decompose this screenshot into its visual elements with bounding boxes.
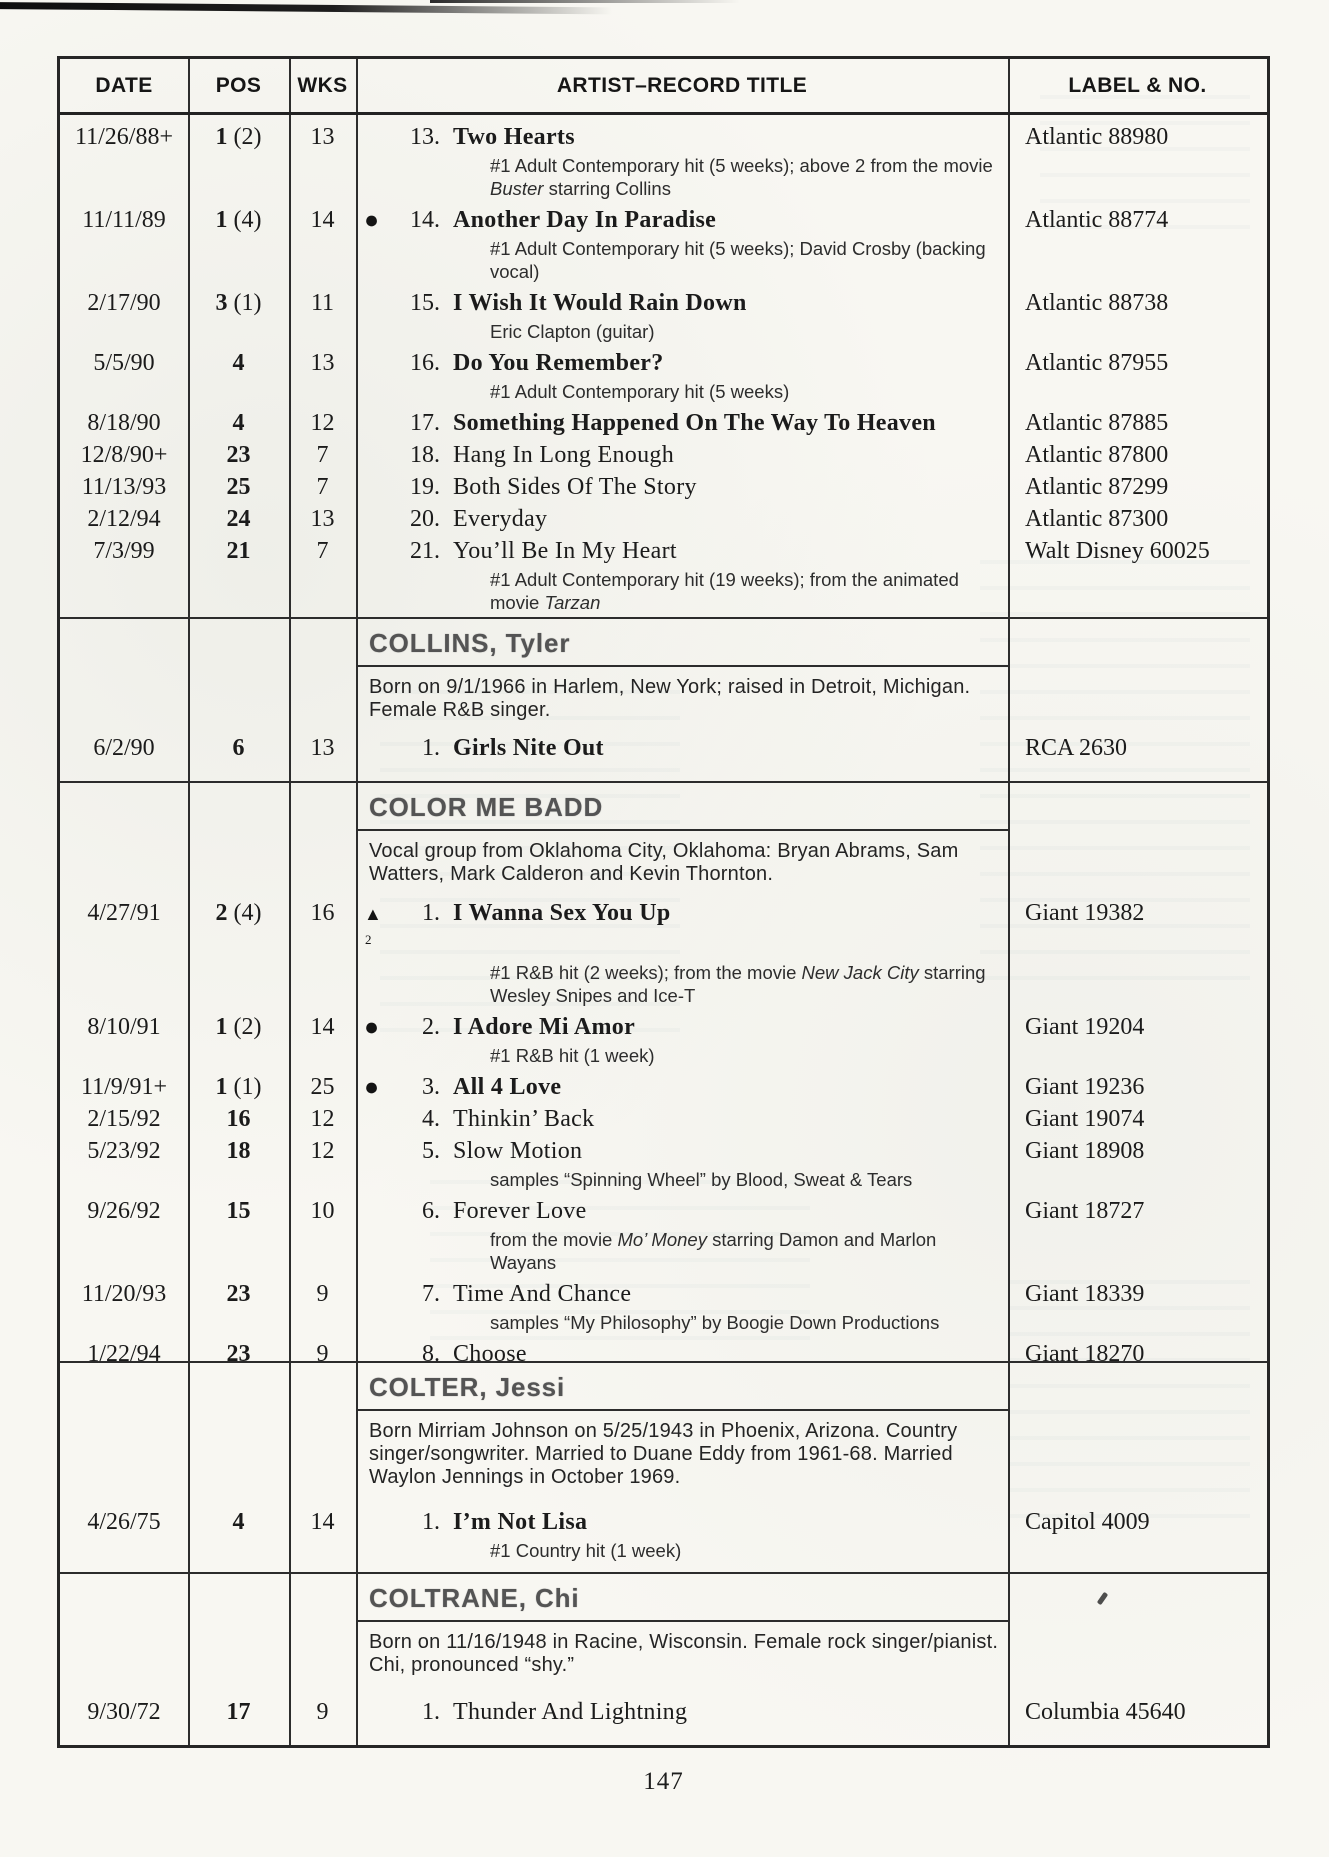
artist-section bbox=[60, 619, 1267, 783]
scan-edge-artifact bbox=[0, 2, 612, 14]
chart-entry-row bbox=[60, 1698, 1267, 1727]
chart-entry-row bbox=[60, 123, 1267, 203]
artist-heading-band bbox=[356, 1574, 1008, 1622]
entry-date: 8/10/91 bbox=[87, 1014, 161, 1040]
entry-peak-position bbox=[188, 441, 289, 470]
text: #1 Adult Contemporary hit (5 weeks); David Crosby (backing vocal) bbox=[490, 238, 986, 282]
platinum-triangle-icon: ▲ bbox=[364, 904, 382, 924]
entry-date: 11/9/91+ bbox=[81, 1074, 167, 1100]
entry-title-line bbox=[356, 1073, 1008, 1102]
entry-title-cell bbox=[356, 1340, 1008, 1363]
entry-title-cell bbox=[356, 1698, 1008, 1727]
chart-entry-row bbox=[60, 1340, 1267, 1363]
entry-number: 1. bbox=[422, 1509, 440, 1535]
peak-position-number: 1 bbox=[215, 124, 228, 150]
record-title: I Wish It Would Rain Down bbox=[453, 290, 747, 316]
peak-position-number: 4 bbox=[232, 350, 245, 376]
entry-title-cell bbox=[356, 1105, 1008, 1134]
entry-title-cell bbox=[356, 1137, 1008, 1194]
entry-weeks-charted: 13 bbox=[310, 350, 335, 376]
entry-peak-position bbox=[188, 505, 289, 534]
entry-label-number: Giant 18908 bbox=[1025, 1138, 1145, 1164]
record-title: I Adore Mi Amor bbox=[453, 1014, 636, 1040]
entry-number: 8. bbox=[422, 1341, 440, 1363]
entry-weeks-charted: 13 bbox=[310, 124, 335, 150]
peak-position-number: 24 bbox=[226, 506, 251, 532]
entry-note bbox=[490, 1168, 995, 1191]
entry-title-cell bbox=[356, 1073, 1008, 1102]
record-title: I Wanna Sex You Up bbox=[453, 900, 671, 926]
entry-label-number: Giant 19074 bbox=[1025, 1106, 1145, 1132]
entry-title-cell bbox=[356, 409, 1008, 438]
text: starring Collins bbox=[543, 178, 671, 199]
text: starring Damon and Marlon Wayans bbox=[490, 1229, 937, 1273]
peak-position-number: 15 bbox=[226, 1198, 251, 1224]
chart-entry-row bbox=[60, 289, 1267, 346]
entry-title-cell bbox=[356, 1280, 1008, 1337]
record-title: Hang In Long Enough bbox=[453, 442, 674, 468]
entry-note bbox=[490, 1311, 995, 1334]
text: samples “My Philosophy” by Boogie Down Productions bbox=[490, 1312, 940, 1333]
entry-date: 11/11/89 bbox=[82, 207, 166, 233]
entry-title-line bbox=[356, 349, 1008, 378]
entry-title-line bbox=[356, 1105, 1008, 1134]
entry-title-line bbox=[356, 1013, 1008, 1042]
entry-weeks-charted: 12 bbox=[310, 410, 335, 436]
text: #1 Adult Contemporary hit (19 weeks); from the animated movie bbox=[490, 569, 959, 613]
entry-peak-position bbox=[188, 409, 289, 438]
entry-weeks-charted: 14 bbox=[310, 207, 335, 233]
peak-position-number: 1 bbox=[215, 207, 228, 233]
entry-number: 17. bbox=[410, 410, 440, 436]
chart-table bbox=[57, 56, 1270, 1748]
text: #1 Country hit (1 week) bbox=[490, 1540, 682, 1561]
page-number: 147 bbox=[643, 1768, 684, 1795]
entry-date: 11/13/93 bbox=[81, 474, 167, 500]
text: starring Wesley Snipes and Ice-T bbox=[490, 962, 986, 1006]
entry-weeks-charted: 13 bbox=[310, 735, 335, 761]
entry-date: 11/26/88+ bbox=[75, 124, 173, 150]
entry-label-number: Columbia 45640 bbox=[1025, 1699, 1186, 1725]
artist-heading-band bbox=[356, 619, 1008, 667]
peak-position-number: 25 bbox=[226, 474, 251, 500]
entry-title-cell bbox=[356, 1508, 1008, 1565]
table-body bbox=[60, 115, 1267, 1744]
entry-date: 6/2/90 bbox=[93, 735, 155, 761]
entry-title-cell bbox=[356, 505, 1008, 534]
entry-weeks-charted: 7 bbox=[316, 442, 329, 468]
gold-record-icon bbox=[356, 1074, 402, 1100]
artist-bio bbox=[369, 1420, 1005, 1489]
entry-label-number: Giant 18727 bbox=[1025, 1198, 1145, 1224]
record-title: Slow Motion bbox=[453, 1138, 583, 1164]
entry-peak-position bbox=[188, 1340, 289, 1363]
entry-title-cell bbox=[356, 349, 1008, 406]
entry-title-line bbox=[356, 123, 1008, 152]
record-title: Choose bbox=[453, 1341, 527, 1363]
entry-date: 8/18/90 bbox=[87, 410, 161, 436]
column-header-wks: WKS bbox=[297, 73, 348, 97]
chart-entry-row bbox=[60, 505, 1267, 534]
gold-record-icon: ● bbox=[364, 207, 380, 234]
peak-position-number: 16 bbox=[226, 1106, 251, 1132]
entry-label-number: Capitol 4009 bbox=[1025, 1509, 1150, 1535]
artist-bio bbox=[369, 1631, 1005, 1677]
column-header-date: DATE bbox=[95, 73, 153, 97]
record-title: Girls Nite Out bbox=[453, 735, 604, 761]
peak-position-number: 1 bbox=[215, 1014, 228, 1040]
gold-record-icon bbox=[356, 207, 402, 233]
entry-title-line bbox=[356, 734, 1008, 763]
entry-weeks-charted: 25 bbox=[310, 1074, 335, 1100]
entry-number: 6. bbox=[422, 1198, 440, 1224]
entry-weeks-charted: 13 bbox=[310, 506, 335, 532]
entry-label-number: Walt Disney 60025 bbox=[1025, 538, 1210, 564]
entry-label-number: Giant 19382 bbox=[1025, 900, 1145, 926]
entry-title-cell bbox=[356, 734, 1008, 763]
entry-title-cell bbox=[356, 289, 1008, 346]
text: Born on 9/1/1966 in Harlem, New York; raised in Detroit, Michigan. Female R&B singer. bbox=[369, 676, 971, 721]
peak-position-number: 23 bbox=[226, 1281, 251, 1307]
column-header-pos: POS bbox=[215, 73, 262, 97]
entry-number: 14. bbox=[410, 207, 440, 233]
record-title: All 4 Love bbox=[453, 1074, 562, 1100]
entry-weeks-charted: 10 bbox=[310, 1198, 335, 1224]
entry-note bbox=[490, 568, 995, 614]
column-header-artist: ARTIST–RECORD TITLE bbox=[556, 73, 808, 97]
peak-position-number: 2 bbox=[215, 900, 228, 926]
entry-number: 20. bbox=[410, 506, 440, 532]
peak-position-number: 3 bbox=[215, 290, 228, 316]
italic-text: Mo’ Money bbox=[617, 1229, 707, 1250]
record-title: Thinkin’ Back bbox=[453, 1106, 595, 1132]
entry-peak-position: 1 (2) bbox=[215, 1014, 262, 1040]
entry-weeks-charted: 7 bbox=[316, 538, 329, 564]
entry-label-number: RCA 2630 bbox=[1025, 735, 1128, 761]
record-title: Thunder And Lightning bbox=[453, 1699, 688, 1725]
chart-entry-row bbox=[60, 1105, 1267, 1134]
entry-number: 2. bbox=[422, 1014, 440, 1040]
peak-position-number: 23 bbox=[226, 1341, 251, 1363]
entry-peak-position bbox=[188, 537, 289, 566]
italic-text: Tarzan bbox=[544, 592, 601, 613]
artist-heading-band bbox=[356, 1363, 1008, 1411]
record-title: Do You Remember? bbox=[453, 350, 664, 376]
text: Born on 11/16/1948 in Racine, Wisconsin. Female rock singer/pianist. Chi, pronounced “shy.” bbox=[369, 1631, 999, 1676]
chart-entry-row bbox=[60, 1508, 1267, 1565]
entry-title-line bbox=[356, 537, 1008, 566]
text: Eric Clapton (guitar) bbox=[490, 321, 655, 342]
record-title: Everyday bbox=[453, 506, 548, 532]
chart-entry-row bbox=[60, 1197, 1267, 1277]
entry-number: 21. bbox=[410, 538, 440, 564]
artist-name: COLTER, Jessi bbox=[369, 1372, 566, 1402]
entry-title-line bbox=[356, 505, 1008, 534]
artist-heading-band bbox=[356, 783, 1008, 831]
entry-label-number: Giant 18339 bbox=[1025, 1281, 1145, 1307]
entry-number: 13. bbox=[410, 124, 440, 150]
entry-title-cell bbox=[356, 441, 1008, 470]
entry-note bbox=[490, 320, 995, 343]
entry-number: 3. bbox=[422, 1074, 440, 1100]
entry-title-cell bbox=[356, 899, 1008, 1010]
entry-label-number: Giant 19236 bbox=[1025, 1074, 1145, 1100]
entry-note bbox=[490, 1539, 995, 1562]
entry-title-cell bbox=[356, 1013, 1008, 1070]
entry-title-line bbox=[356, 1197, 1008, 1226]
entry-rows bbox=[60, 899, 1267, 1363]
entry-date: 7/3/99 bbox=[93, 538, 155, 564]
record-title: Two Hearts bbox=[453, 124, 575, 150]
peak-position-number: 4 bbox=[232, 1509, 245, 1535]
entry-label-number: Atlantic 88774 bbox=[1025, 207, 1169, 233]
chart-entry-row bbox=[60, 899, 1267, 1010]
entry-weeks-charted: 12 bbox=[310, 1106, 335, 1132]
entry-peak-position bbox=[188, 1280, 289, 1309]
entry-date: 9/26/92 bbox=[87, 1198, 161, 1224]
entry-weeks-charted: 12 bbox=[310, 1138, 335, 1164]
entry-peak-position: 1 (4) bbox=[215, 207, 262, 233]
entry-note bbox=[490, 961, 995, 1007]
entry-title-line bbox=[356, 206, 1008, 235]
peak-position-number: 1 bbox=[215, 1074, 228, 1100]
peak-position-number: 4 bbox=[232, 410, 245, 436]
peak-position-number: 17 bbox=[226, 1699, 251, 1725]
chart-entry-row bbox=[60, 1013, 1267, 1070]
entry-date: 2/12/94 bbox=[87, 506, 161, 532]
entry-weeks-charted: 7 bbox=[316, 474, 329, 500]
entry-label-number: Atlantic 87299 bbox=[1025, 474, 1169, 500]
entry-date: 5/5/90 bbox=[93, 350, 155, 376]
entry-peak-position: 1 (1) bbox=[215, 1074, 262, 1100]
entry-title-line bbox=[356, 1508, 1008, 1537]
entry-note bbox=[490, 237, 995, 283]
column-header-label: LABEL & NO. bbox=[1068, 73, 1207, 97]
artist-name: COLTRANE, Chi bbox=[369, 1583, 580, 1613]
record-title: Both Sides Of The Story bbox=[453, 474, 697, 500]
artist-section bbox=[60, 783, 1267, 1363]
entry-note bbox=[490, 380, 995, 403]
artist-name: COLLINS, Tyler bbox=[369, 628, 571, 658]
entry-rows bbox=[60, 734, 1267, 763]
peak-position-number: 18 bbox=[226, 1138, 251, 1164]
entry-rows bbox=[60, 1508, 1267, 1565]
entry-peak-position bbox=[188, 1105, 289, 1134]
entry-peak-position bbox=[188, 1698, 289, 1727]
record-title: Forever Love bbox=[453, 1198, 587, 1224]
text: #1 R&B hit (2 weeks); from the movie bbox=[490, 962, 802, 983]
entry-number: 4. bbox=[422, 1106, 440, 1132]
chart-entry-row bbox=[60, 349, 1267, 406]
entry-number: 19. bbox=[410, 474, 440, 500]
entry-peak-position bbox=[188, 473, 289, 502]
text: #1 Adult Contemporary hit (5 weeks) bbox=[490, 381, 790, 402]
artist-bio bbox=[369, 840, 1005, 886]
italic-text: New Jack City bbox=[801, 962, 919, 983]
entry-number: 1. bbox=[422, 735, 440, 761]
artist-section bbox=[60, 1574, 1267, 1744]
entry-number: 7. bbox=[422, 1281, 440, 1307]
entry-weeks-charted: 9 bbox=[316, 1281, 329, 1307]
chart-entry-row bbox=[60, 734, 1267, 763]
entry-title-line bbox=[356, 289, 1008, 318]
chart-entry-row bbox=[60, 537, 1267, 617]
entry-date: 2/17/90 bbox=[87, 290, 161, 316]
entry-peak-position: 2 (4) bbox=[215, 900, 262, 926]
entry-weeks-charted: 11 bbox=[310, 290, 335, 316]
chart-entry-row bbox=[60, 1137, 1267, 1194]
entry-label-number: Atlantic 87300 bbox=[1025, 506, 1169, 532]
record-title: You’ll Be In My Heart bbox=[453, 538, 677, 564]
artist-name: COLOR ME BADD bbox=[369, 792, 604, 822]
chart-entry-row bbox=[60, 441, 1267, 470]
record-title: Something Happened On The Way To Heaven bbox=[453, 410, 936, 436]
double-platinum-icon bbox=[356, 901, 402, 959]
entry-rows bbox=[60, 123, 1267, 617]
gold-record-icon: ● bbox=[364, 1074, 380, 1101]
entry-number: 1. bbox=[422, 1699, 440, 1725]
entry-title-line bbox=[356, 441, 1008, 470]
entry-title-line bbox=[356, 1340, 1008, 1363]
entry-peak-position bbox=[188, 349, 289, 378]
entry-note bbox=[490, 1044, 995, 1067]
platinum-multiplier: 2 bbox=[365, 932, 372, 947]
chart-entry-row bbox=[60, 1073, 1267, 1102]
entry-number: 18. bbox=[410, 442, 440, 468]
entry-weeks-charted: 9 bbox=[316, 1341, 329, 1363]
chart-entry-row bbox=[60, 409, 1267, 438]
entry-peak-position bbox=[188, 1137, 289, 1166]
entry-label-number: Atlantic 88738 bbox=[1025, 290, 1169, 316]
entry-label-number: Atlantic 87955 bbox=[1025, 350, 1169, 376]
entry-title-cell bbox=[356, 206, 1008, 286]
text: #1 Adult Contemporary hit (5 weeks); above 2 from the movie bbox=[490, 155, 993, 176]
peak-position-number: 6 bbox=[232, 735, 245, 761]
entry-number: 16. bbox=[410, 350, 440, 376]
artist-bio bbox=[369, 676, 1005, 722]
artist-section bbox=[60, 115, 1267, 619]
italic-text: Buster bbox=[490, 178, 544, 199]
entry-title-line bbox=[356, 1280, 1008, 1309]
entry-peak-position bbox=[188, 1197, 289, 1226]
entry-peak-position: 1 (2) bbox=[215, 124, 262, 150]
entry-peak-position: 3 (1) bbox=[215, 290, 262, 316]
entry-weeks-charted: 14 bbox=[310, 1014, 335, 1040]
entry-number: 15. bbox=[410, 290, 440, 316]
entry-note bbox=[490, 154, 995, 200]
entry-label-number: Giant 19204 bbox=[1025, 1014, 1145, 1040]
entry-title-line bbox=[356, 1137, 1008, 1166]
entry-note bbox=[490, 1228, 995, 1274]
entry-title-line bbox=[356, 899, 1008, 959]
text: #1 R&B hit (1 week) bbox=[490, 1045, 655, 1066]
entry-title-cell bbox=[356, 473, 1008, 502]
entry-peak-position bbox=[188, 734, 289, 763]
entry-title-line bbox=[356, 1698, 1008, 1727]
entry-date: 1/22/94 bbox=[87, 1341, 161, 1363]
peak-position-number: 21 bbox=[226, 538, 251, 564]
entry-rows bbox=[60, 1698, 1267, 1727]
entry-weeks-charted: 16 bbox=[310, 900, 335, 926]
entry-date: 2/15/92 bbox=[87, 1106, 161, 1132]
entry-title-cell bbox=[356, 123, 1008, 203]
entry-title-cell bbox=[356, 1197, 1008, 1277]
record-title: Time And Chance bbox=[453, 1281, 632, 1307]
table-header bbox=[60, 59, 1267, 115]
artist-section bbox=[60, 1363, 1267, 1574]
entry-title-line bbox=[356, 409, 1008, 438]
record-title: Another Day In Paradise bbox=[453, 207, 717, 233]
text: samples “Spinning Wheel” by Blood, Sweat & Tears bbox=[490, 1169, 913, 1190]
gold-record-icon bbox=[356, 1014, 402, 1040]
entry-number: 5. bbox=[422, 1138, 440, 1164]
chart-entry-row bbox=[60, 1280, 1267, 1337]
text: from the movie bbox=[490, 1229, 618, 1250]
entry-peak-position bbox=[188, 1508, 289, 1537]
scan-edge-artifact bbox=[430, 0, 740, 3]
entry-date: 5/23/92 bbox=[87, 1138, 161, 1164]
entry-date: 12/8/90+ bbox=[80, 442, 168, 468]
gold-record-icon: ● bbox=[364, 1014, 380, 1041]
entry-date: 4/26/75 bbox=[87, 1509, 161, 1535]
record-title: I’m Not Lisa bbox=[453, 1509, 588, 1535]
entry-date: 11/20/93 bbox=[81, 1281, 167, 1307]
entry-weeks-charted: 9 bbox=[316, 1699, 329, 1725]
peak-position-number: 23 bbox=[226, 442, 251, 468]
text: Vocal group from Oklahoma City, Oklahoma: Bryan Abrams, Sam Watters, Mark Calderon and Kevin Thornton. bbox=[369, 840, 959, 885]
entry-label-number: Atlantic 88980 bbox=[1025, 124, 1169, 150]
entry-label-number: Atlantic 87885 bbox=[1025, 410, 1169, 436]
text: Born Mirriam Johnson on 5/25/1943 in Phoenix, Arizona. Country singer/songwriter. Married to Duane Eddy from 1961-68. Married Waylon Jennings in October 1969. bbox=[369, 1420, 958, 1488]
entry-label-number: Giant 18270 bbox=[1025, 1341, 1145, 1363]
entry-date: 9/30/72 bbox=[87, 1699, 161, 1725]
entry-weeks-charted: 14 bbox=[310, 1509, 335, 1535]
chart-entry-row bbox=[60, 473, 1267, 502]
entry-label-number: Atlantic 87800 bbox=[1025, 442, 1169, 468]
entry-title-cell bbox=[356, 537, 1008, 617]
entry-title-line bbox=[356, 473, 1008, 502]
entry-number: 1. bbox=[422, 900, 440, 926]
chart-entry-row bbox=[60, 206, 1267, 286]
entry-date: 4/27/91 bbox=[87, 900, 161, 926]
